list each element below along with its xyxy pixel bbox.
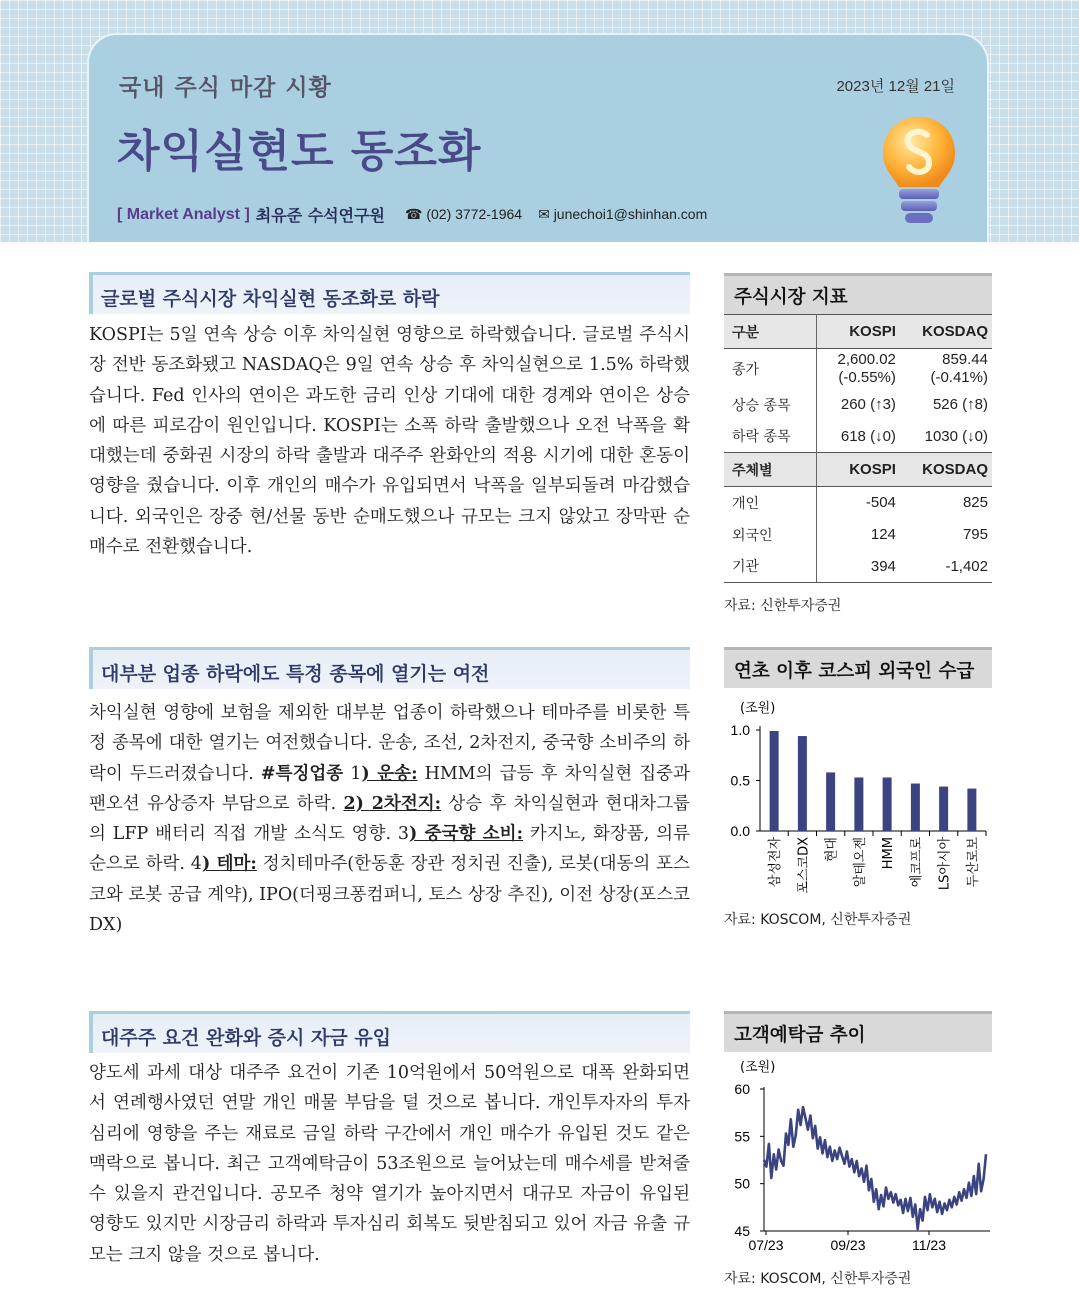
close-kosdaq-value: 859.44 (942, 350, 988, 368)
row-label: 하락 종목 (724, 421, 817, 453)
advancers-kosdaq: 526 (↑8) (932, 396, 988, 413)
section-2-intro: 차익실현 영향에 보험을 제외한 대부분 업종이 하락했으나 테마주를 비롯한 특정 종목에 대한 열기는 여전했습니다. 운송, 조선, 2차전지, 중국향 소비주의 하락이 두드러졌습니다. (89, 703, 690, 784)
keyword-transport: ) 운송: (361, 763, 418, 784)
bar (883, 777, 892, 831)
table-row (724, 421, 992, 453)
x-tick-label: 삼성전자 (768, 837, 784, 888)
y-axis-unit: (조원) (740, 1060, 776, 1075)
table-subheader-row (724, 453, 992, 487)
subheader-label: 주체별 (724, 453, 817, 487)
market-table-heading (724, 273, 992, 314)
x-tick-label: 두산로보 (965, 837, 981, 888)
bar (826, 772, 835, 831)
individual-kosdaq: 825 (962, 494, 988, 512)
keyword-theme: ) 테마: (201, 854, 257, 875)
close-kospi-change: (-0.55%) (838, 368, 896, 386)
close-kosdaq (900, 349, 992, 389)
x-tick-label: 알테오젠 (852, 837, 868, 888)
foreign-chart-title: 연초 이후 코스피 외국인 수급 (734, 661, 975, 682)
bar (939, 787, 948, 831)
y-tick-label: 55 (734, 1128, 750, 1145)
table-header-row (724, 315, 992, 349)
section-heading-3-text: 대주주 요건 완화와 증시 자금 유입 (101, 1027, 392, 1049)
institution-kosdaq: -1,402 (900, 551, 992, 583)
x-tick-label: LS아시아 (937, 837, 953, 891)
table-header-kospi: KOSPI (817, 315, 900, 349)
x-tick-label: 09/23 (830, 1237, 866, 1253)
report-subtitle: 국내 주식 마감 시황 (119, 75, 332, 101)
x-tick-label: 07/23 (748, 1237, 784, 1253)
deposit-series-line (764, 1107, 986, 1229)
table-header-label: 구분 (724, 315, 817, 349)
x-tick-label: HMM (881, 837, 897, 870)
table-row (724, 349, 992, 389)
section-heading-1-text: 글로벌 주식시장 차익실현 동조화로 하락 (101, 288, 440, 310)
individual-kospi: -504 (865, 494, 896, 512)
market-table-title: 주식시장 지표 (734, 287, 848, 308)
market-indicator-table (724, 314, 992, 583)
y-tick-label: 0.5 (730, 772, 750, 789)
foreign-flow-bar-chart (724, 690, 992, 904)
row-label: 종가 (724, 349, 817, 389)
market-table-source: 자료: 신한투자증권 (724, 598, 842, 614)
section-1-body: KOSPI는 5일 연속 상승 이후 차익실현 영향으로 하락했습니다. 글로벌 주식시장 전반 동조화됐고 NASDAQ은 9일 연속 상승 후 차익실현으로 1.5% 하락했습니다. Fed 인사의 연이은 과도한 금리 인상 기대에 대한 경계와 연이은 상승에 따른 피로감이 원인입니다. KOSPI는 소폭 하락 출발했으나 오전 낙폭을 확대했는데 중화권 시장의 하락 출발과 대주주 완화안의 적용 시기에 대한 혼동이 영향을 줬습니다. 이후 개인의 매수가 유입되면서 낙폭을 일부되돌려 마감했습니다. 외국인은 장중 현/선물 동반 순매도했으나 규모는 크지 않았고 장막판 순매수로 전환했습니다. (89, 325, 690, 558)
close-kosdaq-change: (-0.41%) (930, 368, 988, 386)
foreign-kosdaq: 795 (962, 526, 988, 543)
bar (798, 736, 807, 831)
section-3-body: 양도세 과세 대상 대주주 요건이 기존 10억원에서 50억원으로 대폭 완화되면서 연례행사였던 연말 개인 매물 부담을 덜 것으로 봅니다. 개인투자자의 투자심리에 영향을 주는 재료로 금일 하락 구간에서 개인 매수가 유입된 것도 같은 맥락으로 봅니다. 최근 고객예탁금이 53조원으로 늘어났는데 매수세를 받쳐줄 수 있을지 관건입니다. 공모주 청약 열기가 높아지면서 대규모 자금이 유입된 영향도 있지만 시장금리 하락과 투자심리 회복도 뒷받침되고 있어 자금 유출 규모는 크지 않을 것으로 봅니다. (89, 1063, 690, 1265)
subheader-kospi: KOSPI (817, 453, 900, 487)
x-tick-label: 11/23 (912, 1237, 946, 1253)
y-tick-label: 60 (734, 1081, 750, 1097)
row-label: 기관 (724, 551, 817, 583)
row-label: 개인 (724, 487, 817, 519)
bar (854, 777, 863, 831)
foreign-chart-heading (724, 647, 992, 688)
bar (911, 784, 920, 831)
y-tick-label: 1.0 (730, 722, 750, 738)
analyst-tag: [ Market Analyst ] (117, 205, 250, 223)
decliners-kosdaq: 1030 (↓0) (924, 427, 988, 445)
y-tick-label: 45 (734, 1223, 750, 1239)
row-label: 상승 종목 (724, 389, 817, 421)
close-kospi-value: 2,600.02 (837, 350, 896, 368)
section-2-text-0: 1 (343, 763, 362, 784)
section-2-body (89, 698, 690, 940)
institution-kospi: 394 (817, 551, 900, 583)
analyst-info (117, 203, 717, 226)
deposit-line-chart (724, 1053, 992, 1261)
foreign-kospi: 124 (870, 526, 896, 543)
table-row (724, 389, 992, 421)
section-2-text-4: 정치테마주(한동훈 장관 정치권 진출), 로봇(대동의 포스코와 로봇 공급 계약), IPO(더핑크퐁컴퍼니, 토스 상장 추진), 이전 상장(포스코DX) (89, 854, 690, 936)
keyword-china-consumer: ) 중국향 소비: (409, 824, 524, 845)
table-row (724, 551, 992, 583)
section-heading-2 (89, 647, 690, 689)
subheader-kosdaq: KOSDAQ (900, 453, 992, 487)
close-kospi (817, 349, 900, 389)
y-tick-label: 0.0 (730, 823, 750, 839)
deposit-chart-heading (724, 1011, 992, 1052)
section-2-text-1: HMM의 급등 후 차익실현 집중과 팬오션 유상증자 부담으로 하락. (89, 763, 690, 814)
y-tick-label: 50 (734, 1175, 750, 1192)
section-heading-1 (89, 272, 690, 314)
row-label: 외국인 (724, 519, 817, 551)
deposit-chart-source: 자료: KOSCOM, 신한투자증권 (724, 1271, 912, 1287)
analyst-email[interactable]: ✉ junechoi1@shinhan.com (538, 206, 708, 222)
report-date: 2023년 12월 21일 (836, 78, 955, 95)
deposit-chart-title: 고객예탁금 추이 (734, 1025, 866, 1046)
x-tick-label: 에코프로 (909, 837, 925, 888)
analyst-name: 최유준 수석연구원 (255, 206, 385, 225)
section-2-text-3: 카지노, 화장품, 의류 순으로 하락. 4 (89, 824, 690, 875)
decliners-kospi: 618 (↓0) (840, 427, 896, 445)
keyword-featured-sectors: #특징업종 (260, 763, 344, 784)
report-title: 차익실현도 동조화 (117, 126, 482, 177)
bar (770, 731, 779, 831)
x-tick-label: 현대 (824, 837, 840, 863)
section-2-text-2: 상승 후 차익실현과 현대차그룹의 LFP 배터리 직접 개발 소식도 영향. 3 (89, 793, 690, 845)
analyst-phone: ☎ (02) 3772-1964 (405, 206, 523, 222)
table-row (724, 487, 992, 519)
bar (967, 789, 976, 831)
x-tick-label: 포스코DX (796, 837, 812, 894)
section-heading-3 (89, 1011, 690, 1053)
table-row (724, 519, 992, 551)
section-heading-2-text: 대부분 업종 하락에도 특정 종목에 열기는 여전 (101, 663, 490, 685)
foreign-chart-source: 자료: KOSCOM, 신한투자증권 (724, 912, 912, 928)
lightbulb-icon (879, 113, 959, 233)
keyword-battery: 2) 2차전지: (343, 793, 442, 814)
table-header-kosdaq: KOSDAQ (900, 315, 992, 349)
advancers-kospi: 260 (↑3) (840, 396, 896, 413)
report-header (87, 33, 989, 242)
y-axis-unit: (조원) (740, 701, 776, 716)
